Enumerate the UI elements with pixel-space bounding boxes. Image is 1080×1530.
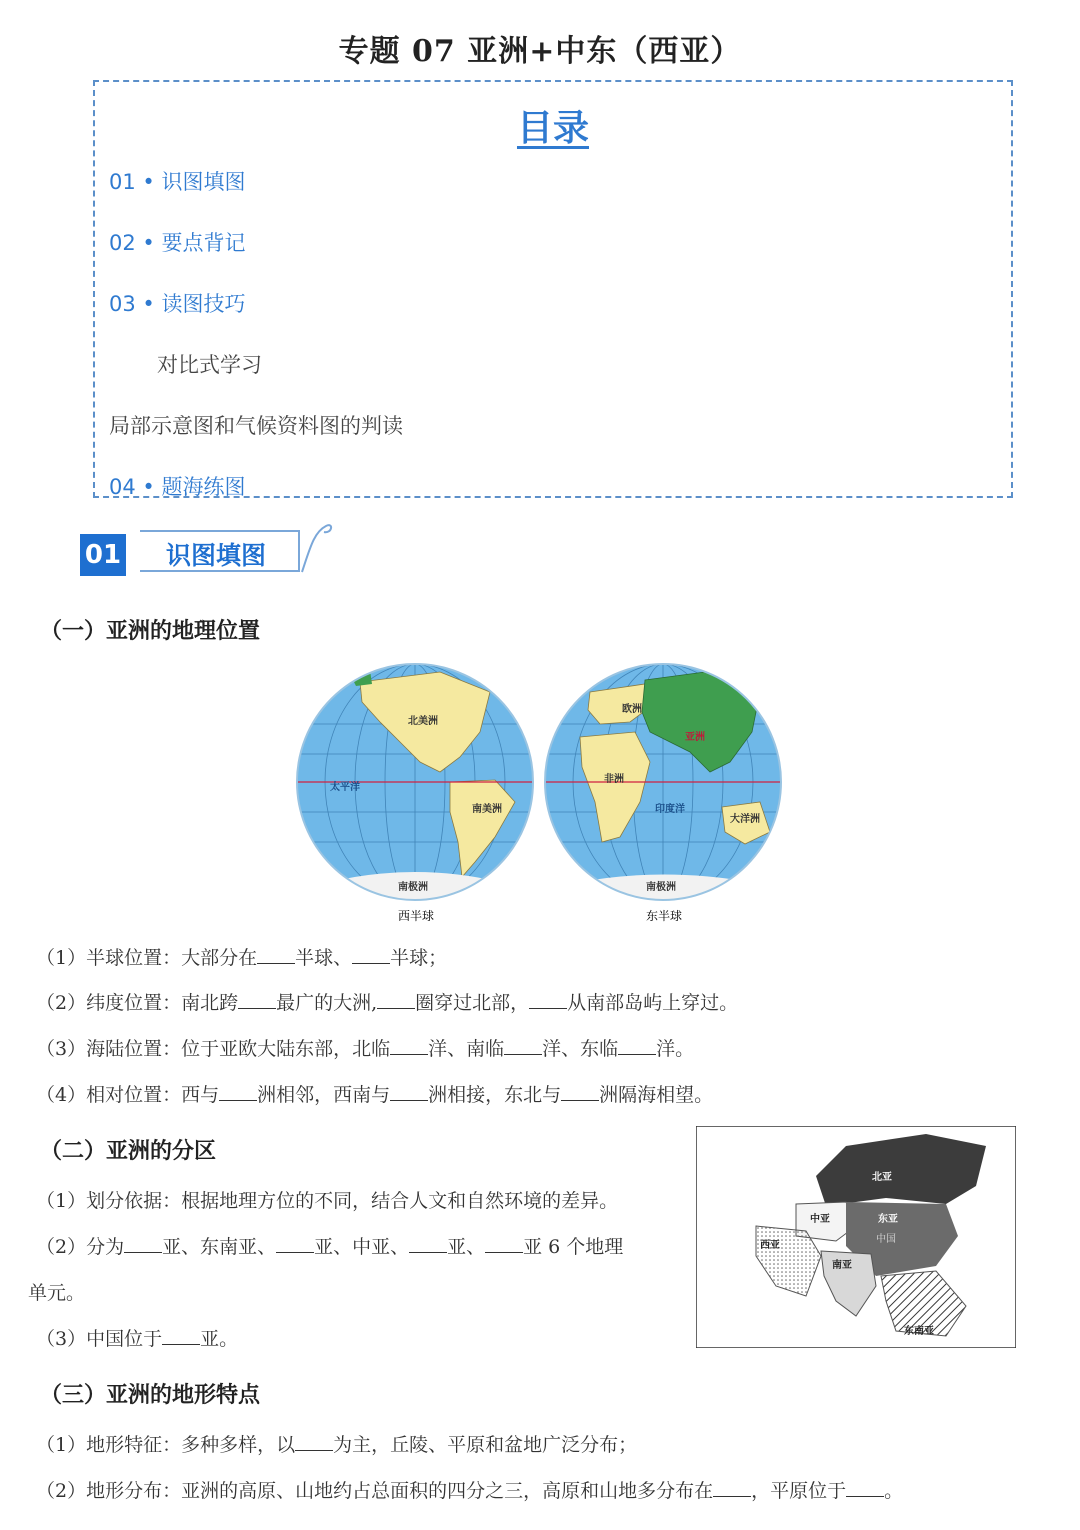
question-1-1: （1）半球位置：大部分在 半球、 半球； — [36, 947, 448, 969]
answer-blank[interactable] — [713, 1480, 751, 1497]
question-3-1: （1）地形特征：多种多样，以 为主，丘陵、平原和盆地广泛分布； — [36, 1434, 638, 1456]
answer-blank[interactable] — [276, 1236, 314, 1253]
answer-blank[interactable] — [377, 992, 415, 1009]
answer-blank[interactable] — [257, 947, 295, 964]
label-south-asia: 南亚 — [832, 1260, 852, 1271]
toc-item-04[interactable]: 04 • 题海练图 — [109, 475, 246, 499]
part3-heading: （三）亚洲的地形特点 — [40, 1382, 261, 1408]
part2-heading: （二）亚洲的分区 — [40, 1138, 217, 1164]
hemispheres-map — [290, 662, 790, 932]
label-southeast-asia: 东南亚 — [904, 1326, 934, 1337]
label-indian-ocean: 印度洋 — [655, 804, 685, 815]
label-south-america: 南美洲 — [472, 804, 502, 815]
answer-blank[interactable] — [485, 1236, 523, 1253]
western-hemisphere-globe — [290, 664, 540, 902]
toc-item-03[interactable]: 03 • 读图技巧 — [109, 292, 246, 316]
answer-blank[interactable] — [219, 1084, 257, 1101]
label-west-asia: 西亚 — [760, 1240, 780, 1251]
document-title: 专题 07 亚洲+中东（西亚） — [338, 34, 742, 69]
question-1-3: （3）海陆位置：位于亚欧大陆东部，北临 洋、南临 洋、东临 洋。 — [36, 1038, 695, 1060]
label-east-asia: 东亚 — [878, 1214, 898, 1225]
answer-blank[interactable] — [162, 1328, 200, 1345]
toc-heading: 目录 — [516, 107, 589, 149]
label-pacific: 太平洋 — [330, 782, 360, 793]
answer-blank[interactable] — [238, 992, 276, 1009]
answer-blank[interactable] — [846, 1480, 884, 1497]
label-china: 中国 — [876, 1234, 896, 1245]
caption-western-hemisphere: 西半球 — [398, 909, 435, 923]
question-1-2: （2）纬度位置：南北跨 最广的大洲, 圈穿过北部， 从南部岛屿上穿过。 — [36, 992, 739, 1014]
toc-box — [93, 80, 1013, 498]
answer-blank[interactable] — [124, 1236, 162, 1253]
label-asia: 亚洲 — [685, 732, 705, 743]
section-label: 识图填图 — [166, 541, 267, 570]
answer-blank[interactable] — [409, 1236, 447, 1253]
question-2-2: （2）分为 亚、东南亚、 亚、中亚、 亚、 亚 6 个地理 — [36, 1236, 624, 1258]
answer-blank[interactable] — [390, 1038, 428, 1055]
answer-blank[interactable] — [561, 1084, 599, 1101]
part1-heading: （一）亚洲的地理位置 — [40, 618, 261, 644]
toc-item-01[interactable]: 01 • 识图填图 — [109, 170, 246, 194]
toc-subitem-map-reading[interactable]: 局部示意图和气候资料图的判读 — [109, 414, 403, 438]
label-north-asia: 北亚 — [872, 1172, 892, 1183]
answer-blank[interactable] — [352, 947, 390, 964]
answer-blank[interactable] — [390, 1084, 428, 1101]
answer-blank[interactable] — [504, 1038, 542, 1055]
asia-regions-map — [696, 1126, 1016, 1348]
caption-eastern-hemisphere: 东半球 — [646, 909, 683, 923]
label-antarctica-west: 南极洲 — [398, 882, 428, 893]
label-africa: 非洲 — [604, 774, 624, 785]
question-2-3: （3）中国位于 亚。 — [36, 1328, 239, 1350]
label-central-asia: 中亚 — [810, 1214, 830, 1225]
label-north-america: 北美洲 — [408, 716, 438, 727]
question-2-2-cont: 单元。 — [28, 1282, 86, 1304]
section-number-badge: 01 — [80, 534, 126, 576]
toc-item-02[interactable]: 02 • 要点背记 — [109, 231, 246, 255]
label-antarctica-east: 南极洲 — [646, 882, 676, 893]
toc-subitem-compare[interactable]: 对比式学习 — [157, 353, 262, 377]
section-swirl-icon — [296, 518, 336, 578]
question-2-1: （1）划分依据：根据地理方位的不同，结合人文和自然环境的差异。 — [36, 1190, 619, 1212]
answer-blank[interactable] — [295, 1434, 333, 1451]
question-3-2: （2）地形分布：亚洲的高原、山地约占总面积的四分之三，高原和山地多分布在 ，平原位于 。 — [36, 1480, 904, 1502]
question-1-4: （4）相对位置：西与 洲相邻，西南与 洲相接，东北与 洲隔海相望。 — [36, 1084, 714, 1106]
answer-blank[interactable] — [529, 992, 567, 1009]
answer-blank[interactable] — [618, 1038, 656, 1055]
label-europe: 欧洲 — [622, 704, 642, 715]
label-oceania: 大洋洲 — [730, 814, 760, 825]
